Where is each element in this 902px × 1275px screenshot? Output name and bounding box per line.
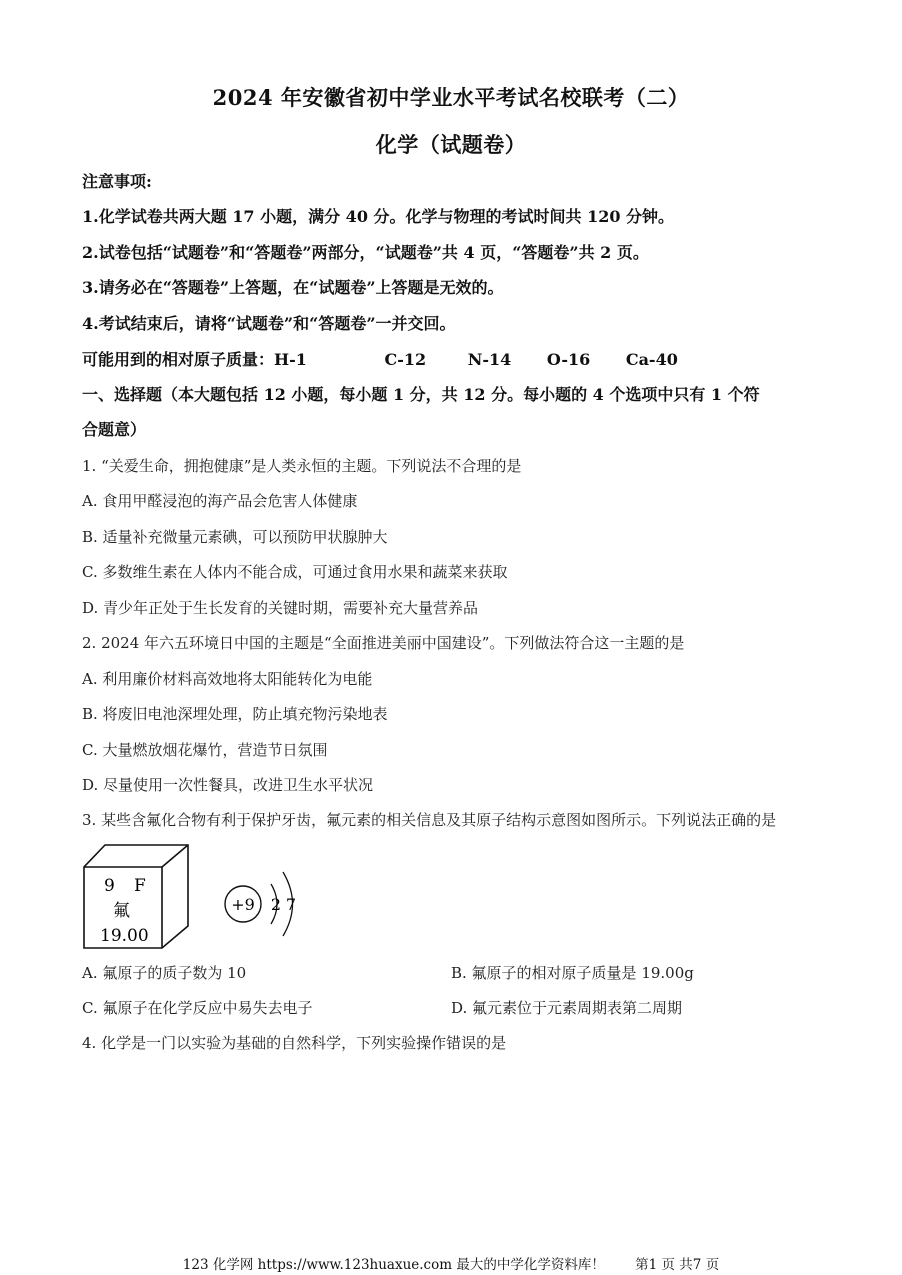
footer-site-text: 123 化学网 https://www.123huaxue.com 最大的中学化学资料库！ xyxy=(182,1257,605,1273)
exam-title: 2024 年安徽省初中学业水平考试名校联考（二） xyxy=(212,85,690,110)
atomic-mass-label: 可能用到的相对原子质量：H-1 xyxy=(82,350,307,369)
question-1-option-c: C. 多数维生素在人体内不能合成，可通过食用水果和蔬菜来获取 xyxy=(82,563,508,581)
atomic-mass-value: O-16 xyxy=(546,350,591,369)
question-2-option-d: D. 尽量使用一次性餐具，改进卫生水平状况 xyxy=(82,776,374,794)
atomic-mass-value: Ca-40 xyxy=(625,350,678,369)
element-number: 9 xyxy=(104,876,115,896)
section-heading: 一、选择题（本大题包括 12 小题，每小题 1 分，共 12 分。每小题的 4 个选项中只有 1 个符 xyxy=(82,385,760,404)
question-3-option-c: C. 氟原子在化学反应中易失去电子 xyxy=(82,999,313,1017)
element-card xyxy=(84,845,188,948)
shell-2-electrons: 7 xyxy=(285,895,297,914)
element-mass: 19.00 xyxy=(100,926,149,946)
question-2-option-a: A. 利用廉价材料高效地将太阳能转化为电能 xyxy=(82,670,373,688)
page-number: 第1 页 共7 页 xyxy=(635,1257,720,1273)
section-heading-cont: 合题意） xyxy=(82,420,147,439)
question-1-stem: 1. “关爱生命，拥抱健康”是人类永恒的主题。下列说法不合理的是 xyxy=(82,457,522,475)
question-1-option-b: B. 适量补充微量元素碘，可以预防甲状腺肿大 xyxy=(82,528,388,546)
question-3-option-b: B. 氟原子的相对原子质量是 19.00g xyxy=(451,964,694,982)
element-name: 氟 xyxy=(113,901,130,921)
question-1-option-a: A. 食用甲醛浸泡的海产品会危害人体健康 xyxy=(82,492,358,510)
note-item: 4.考试结束后，请将“试题卷”和“答题卷”一并交回。 xyxy=(82,314,456,333)
question-1-option-d: D. 青少年正处于生长发育的关键时期，需要补充大量营养品 xyxy=(82,599,479,617)
note-item: 3.请务必在“答题卷”上答题，在“试题卷”上答题是无效的。 xyxy=(82,278,504,297)
question-4-stem: 4. 化学是一门以实验为基础的自然科学，下列实验操作错误的是 xyxy=(82,1034,507,1052)
notes-heading: 注意事项: xyxy=(82,172,152,191)
question-3-stem: 3. 某些含氟化合物有利于保护牙齿，氟元素的相关信息及其原子结构示意图如图所示。下列说法正确的是 xyxy=(82,811,777,829)
question-3-option-a: A. 氟原子的质子数为 10 xyxy=(82,964,247,982)
fluorine-figure xyxy=(80,842,310,952)
nucleus-charge: +9 xyxy=(231,895,255,914)
question-2-stem: 2. 2024 年六五环境日中国的主题是“全面推进美丽中国建设”。下列做法符合这一主题的是 xyxy=(82,634,685,652)
question-3-option-d: D. 氟元素位于元素周期表第二周期 xyxy=(451,999,683,1017)
shell-1-electrons: 2 xyxy=(270,895,282,914)
element-symbol: F xyxy=(134,876,146,896)
atomic-mass-line xyxy=(82,349,678,371)
atom-structure-diagram xyxy=(225,872,296,936)
atomic-mass-value: N-14 xyxy=(467,350,512,369)
page-footer xyxy=(0,1253,902,1273)
atomic-mass-value: C-12 xyxy=(384,350,427,369)
question-2-option-b: B. 将废旧电池深埋处理，防止填充物污染地表 xyxy=(82,705,388,723)
question-2-option-c: C. 大量燃放烟花爆竹，营造节日氛围 xyxy=(82,741,328,759)
note-item: 1.化学试卷共两大题 17 小题，满分 40 分。化学与物理的考试时间共 120 分钟。 xyxy=(82,207,675,226)
exam-subtitle: 化学（试题卷） xyxy=(375,132,527,157)
note-item: 2.试卷包括“试题卷”和“答题卷”两部分，“试题卷”共 4 页，“答题卷”共 2 页。 xyxy=(82,243,649,262)
